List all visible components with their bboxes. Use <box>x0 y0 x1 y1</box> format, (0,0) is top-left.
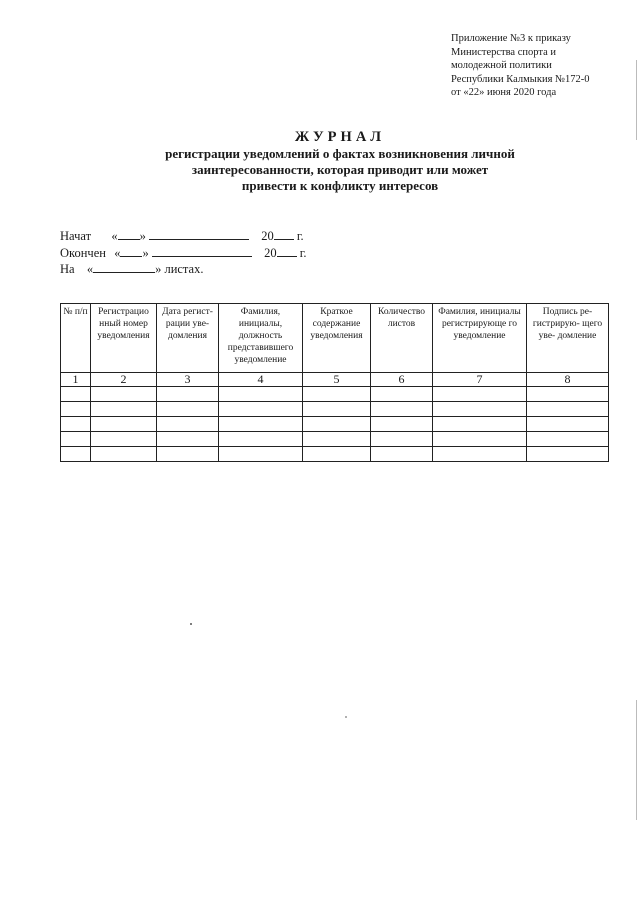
column-number: 8 <box>527 373 609 387</box>
table-cell[interactable] <box>219 417 303 432</box>
column-number: 7 <box>433 373 527 387</box>
close-quote: » <box>139 229 146 243</box>
table-cell[interactable] <box>219 402 303 417</box>
scan-edge-mark <box>636 60 637 140</box>
year-prefix: 20 <box>261 229 274 243</box>
table-cell[interactable] <box>61 447 91 462</box>
table-cell[interactable] <box>91 417 157 432</box>
table-cell[interactable] <box>527 402 609 417</box>
table-cell[interactable] <box>527 417 609 432</box>
table-cell[interactable] <box>371 432 433 447</box>
open-quote: « <box>111 229 118 243</box>
table-cell[interactable] <box>433 387 527 402</box>
appendix-note <box>451 32 636 100</box>
year-suffix: г. <box>296 229 304 243</box>
ended-line <box>60 245 307 262</box>
year-prefix: 20 <box>264 245 277 260</box>
title-line-3: привести к конфликту интересов <box>241 178 439 193</box>
table-cell[interactable] <box>157 432 219 447</box>
open-quote: « <box>86 262 94 276</box>
day-blank[interactable] <box>118 228 140 240</box>
year-suffix: г. <box>299 245 307 260</box>
sheets-blank[interactable] <box>93 261 155 273</box>
table-cell[interactable] <box>433 417 527 432</box>
table-cell[interactable] <box>371 402 433 417</box>
table-cell[interactable] <box>91 447 157 462</box>
table-cell[interactable] <box>219 432 303 447</box>
sheets-line <box>60 261 307 278</box>
appendix-line: Министерства спорта и <box>451 46 556 58</box>
column-number: 5 <box>303 373 371 387</box>
table-cell[interactable] <box>303 447 371 462</box>
appendix-line: Приложение №3 к приказу <box>451 33 571 44</box>
table-cell[interactable] <box>371 417 433 432</box>
column-header: Регистрацио нный номер уведомления <box>91 304 157 373</box>
table-cell[interactable] <box>303 432 371 447</box>
appendix-line: Республики Калмыкия №172-0 <box>451 73 590 85</box>
column-number: 1 <box>61 373 91 387</box>
table-row <box>61 432 609 447</box>
table-cell[interactable] <box>61 417 91 432</box>
table-cell[interactable] <box>303 387 371 402</box>
open-quote: « <box>114 245 121 260</box>
table-cell[interactable] <box>91 387 157 402</box>
column-header: Фамилия, инициалы регистрирующе го уведомление <box>433 304 527 373</box>
title-main: ЖУРНАЛ <box>294 129 386 145</box>
title-line-1: регистрации уведомлений о фактах возникновения личной <box>165 146 515 161</box>
year-blank[interactable] <box>274 228 294 240</box>
table-cell[interactable] <box>219 387 303 402</box>
close-quote: » <box>142 245 149 260</box>
ended-label: Окончен <box>60 245 106 260</box>
column-header: № п/п <box>61 304 91 373</box>
column-header: Дата регист- рации уве- домления <box>157 304 219 373</box>
table-cell[interactable] <box>527 447 609 462</box>
table-cell[interactable] <box>157 402 219 417</box>
document-title <box>60 128 620 194</box>
column-header: Краткое содержание уведомления <box>303 304 371 373</box>
table-cell[interactable] <box>91 402 157 417</box>
table-row <box>61 387 609 402</box>
table-cell[interactable] <box>433 447 527 462</box>
table-cell[interactable] <box>371 447 433 462</box>
table-row <box>61 402 609 417</box>
table-cell[interactable] <box>157 447 219 462</box>
column-number: 6 <box>371 373 433 387</box>
day-blank[interactable] <box>120 245 142 257</box>
scan-speck <box>345 716 347 718</box>
column-header: Подпись ре- гистрирую- щего уве- домление <box>527 304 609 373</box>
column-number-row <box>61 373 609 387</box>
table-cell[interactable] <box>303 417 371 432</box>
table-row <box>61 417 609 432</box>
column-number: 2 <box>91 373 157 387</box>
started-line <box>60 228 307 245</box>
month-blank[interactable] <box>152 245 252 257</box>
table-cell[interactable] <box>433 432 527 447</box>
table-row <box>61 447 609 462</box>
title-line-2: заинтересованности, которая приводит или может <box>191 162 489 177</box>
started-label: Начат <box>60 229 92 243</box>
table-cell[interactable] <box>61 402 91 417</box>
column-number: 4 <box>219 373 303 387</box>
table-cell[interactable] <box>61 432 91 447</box>
appendix-line: от «22» июня 2020 года <box>451 87 557 99</box>
scan-speck <box>190 623 192 625</box>
table-cell[interactable] <box>61 387 91 402</box>
table-cell[interactable] <box>527 387 609 402</box>
table-cell[interactable] <box>157 417 219 432</box>
journal-meta <box>60 228 307 278</box>
month-blank[interactable] <box>149 228 249 240</box>
year-blank[interactable] <box>277 245 297 257</box>
column-number: 3 <box>157 373 219 387</box>
table-cell[interactable] <box>91 432 157 447</box>
table-cell[interactable] <box>371 387 433 402</box>
table-cell[interactable] <box>433 402 527 417</box>
table-cell[interactable] <box>527 432 609 447</box>
scan-edge-mark <box>636 700 637 820</box>
close-quote: » <box>155 262 162 276</box>
registration-table <box>60 303 609 462</box>
table-cell[interactable] <box>303 402 371 417</box>
table-cell[interactable] <box>157 387 219 402</box>
table-header-row <box>61 304 609 373</box>
column-header: Фамилия, инициалы, должность представившего уведомление <box>219 304 303 373</box>
sheets-suffix: листах. <box>164 262 204 276</box>
table-cell[interactable] <box>219 447 303 462</box>
appendix-line: молодежной политики <box>451 60 552 72</box>
on-label: На <box>60 262 75 276</box>
column-header: Количество листов <box>371 304 433 373</box>
